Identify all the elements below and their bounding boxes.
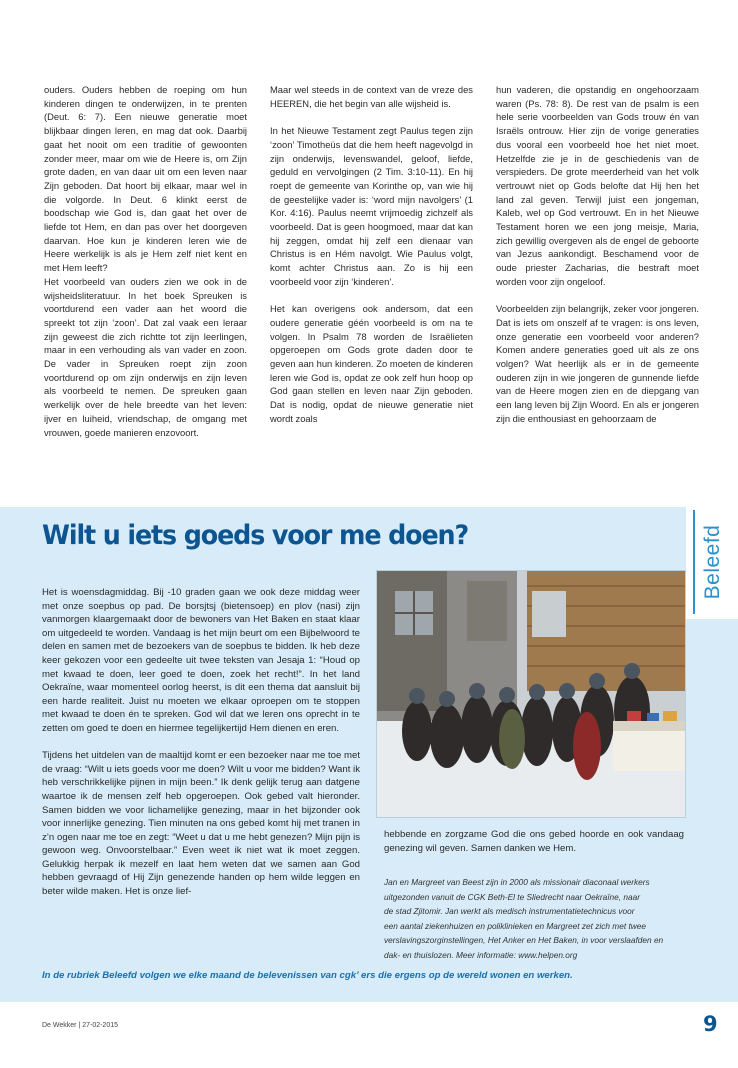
caption-line: Jan en Margreet van Beest zijn in 2000 als missionair diaconaal werkers xyxy=(384,877,650,887)
caption-line: de stad Zjitomir. Jan werkt als medisch instrumentatietechnicus voor xyxy=(384,906,635,917)
column-1 xyxy=(44,83,247,487)
author-caption xyxy=(384,875,684,963)
feature-paragraph-2: Tijdens het uitdelen van de maaltijd komt er een bezoeker naar me toe met de vraag: “Wilt u iets goeds voor me doen? Wilt u voor me bidden? Want ik heb verschrikkelijke pijnen in mijn been.” Ik denk gelijk terug aan datgene waartoe ik de mensen zelf heb opgeroepen. Ook gebed valt hieronder. Samen bidden we voor lichamelijke genezing, maar in het bijzonder ook voor innerlijke genezing. Tien minuten na ons gebed komt hij met tranen in z’n ogen naar me toe en zegt: “Weet u dat u me hebt genezen? Mijn pijn is gewoon weg. Onvoorstelbaar.” Even weet ik niet wat ik moet zeggen. Gelukkig herpak ik mezelf en laat hem weten dat we samen aan God hebben gevraagd of Hij Zijn genezende handen op hem wilde leggen en beter wilde maken. Het is onze lief- xyxy=(42,750,360,898)
column-2-paragraph-1: Maar wel steeds in de context van de vreze des HEEREN, die het begin van alle wijsheid is. xyxy=(270,84,473,109)
rubric-note: In de rubriek Beleefd volgen we elke maand de belevenissen van cgk’ ers die ergens op de wereld wonen en werken. xyxy=(42,970,573,981)
caption-line: een aantal ziekenhuizen en poliklinieken en Margreet zet zich met twee xyxy=(384,920,646,931)
feature-story-left xyxy=(42,586,360,954)
soup-distribution-photo xyxy=(376,570,686,818)
footer-publication: De Wekker | 27-02-2015 xyxy=(42,1022,119,1029)
column-2 xyxy=(270,83,473,487)
feature-paragraph-3: hebbende en zorgzame God die ons gebed hoorde en ook vandaag genezing wil geven. Samen danken we Hem. xyxy=(384,829,684,854)
article-columns xyxy=(44,83,699,487)
column-2-paragraph-3: Het kan overigens ook andersom, dat een oudere generatie géén voorbeeld is om na te volgen. In Psalm 78 worden de Israëlieten opgeroepen om Gods grote daden door te geven aan hun kinderen. Zo moeten de kinderen leren wie God is, opdat ze ook zelf hun hoop op God gaan stellen en leven naar Zijn geboden. Dat is nodig, opdat de nieuwe generatie niet wordt zoals xyxy=(270,303,473,424)
section-tab-rule xyxy=(693,510,695,614)
column-3-paragraph-1: hun vaderen, die opstandig en ongehoorzaam waren (Ps. 78: 8). De rest van de psalm is een hele serie voorbeelden van Gods trouw én van Israëls ontrouw. Hier zijn de vorige generaties dus vooral een voorbeeld hoe het niet moet. Hetzelfde zie je in de geschiedenis van de verspieders. De grote meerderheid van het volk vertrouwt niet op Gods belofte dat Hij hen het land zal geven. Terwijl juist een jongeman, Kaleb, wel op God vertrouwt. En in het Nieuwe Testament horen we een jong meisje, Maria, zich gewillig overgeven als de engel de geboorte van Jezus aankondigt. Beschamend voor de oude priester Zacharias, die bestraft moet worden voor zijn ongeloof. xyxy=(496,84,699,287)
column-1-paragraph-1: ouders. Ouders hebben de roeping om hun kinderen dingen te onderwijzen, in te prenten (Deut. 6: 7). Een nieuwe generatie moet blijkbaar dingen leren, en mag dat ook. Daarbij gaat het nooit om een traditie of gewoonten zonder meer, maar om wie de Heere is, om Zijn grote daden, en van daar uit om een leven naar Zijn geboden. Dat hoort bij elkaar, maar wel in die volgorde. In Deut. 6 klinkt eerst de boodschap wie God is, dan gaat het over de liefde tot Hem, en dan pas over het doorgeven daarvan. Hoe kun je kinderen leren wie de Heere werkelijk is als je Hem zelf niet kent en met Hem leeft? xyxy=(44,84,247,274)
column-1-paragraph-2: Het voorbeeld van ouders zien we ook in de wijsheidsliteratuur. In het boek Spreuken is voortdurend een vader aan het woord die spreekt tot zijn ‘zoon’. Dat zal vaak een leraar zijn geweest die zich richtte tot zijn leerlingen, maar in een verhouding als van vader en zoon. De vader in Spreuken roept zijn zoon voortdurend op om zijn onderwijs en zijn leven als voorbeeld te nemen. De spreuken gaan werkelijk over de hele breedte van het leven: ijver en luiheid, vriendschap, de omgang met vrouwen, goede manieren enzovoort. xyxy=(44,275,247,438)
feature-paragraph-1: Het is woensdagmiddag. Bij -10 graden gaan we ook deze middag weer met onze soepbus op pad. De borsjtsj (bietensoep) en plov (nasi) zijn vanmorgen klaargemaakt door de bewoners van Het Baken en staat klaar om uitgedeeld te worden. Vandaag is het mijn beurt om een Bijbelwoord te delen en samen met de bezoekers van de soepbus te bidden. Ik heb deze keer gekozen voor een gedeelte uit twee teksten van Jesaja 1: “Houd op met kwaad te doen, leer goed te doen, zoek het recht!”. In het land Oekraïne, waar momenteel oorlog heerst, is dit een thema dat aansluit bij een harde realiteit. Juist nu moeten we elkaar oproepen om te stoppen met kwaad te doen én te spreken. God wil dat we leren ons oprecht in te zetten om goed te doen en hiermee tegelijkertijd Hem dienen en eren. xyxy=(42,587,360,734)
feature-title: Wilt u iets goeds voor me doen? xyxy=(42,520,469,551)
section-tab-label: Beleefd xyxy=(701,524,724,600)
caption-line: verslavingszorginstellingen, Het Anker en Het Baken, in voor verslaafden en xyxy=(384,935,664,946)
caption-line: dak- en thuislozen. Meer informatie: www.helpen.org xyxy=(384,949,578,960)
column-3 xyxy=(496,83,699,487)
caption-line: uitgezonden vanuit de CGK Beth-El te Sliedrecht naar Oekraïne, naar xyxy=(384,891,640,902)
column-2-paragraph-2: In het Nieuwe Testament zegt Paulus tegen zijn ‘zoon’ Timotheüs dat die hem heeft nagevolgd in zijn onderwijs, levenswandel, geloof, liefde, geduld en vervolgingen (2 Tim. 3:10-11). En hij roept de gemeente van Korinthe op, van wie hij de geestelijke vader is: ‘word mijn navolgers’ (1 Kor. 4:16). Paulus neemt vrijmoedig zichzelf als voorbeeld. Dat is geen hoogmoed, maar dat kan hij zeggen, omdat hij zelf een dienaar van Christus is en Hém navolgt. Wie Paulus volgt, komt achter Christus aan. Zo is hij een voorbeeld voor zijn ‘kinderen’. xyxy=(270,125,473,287)
column-3-paragraph-2: Voorbeelden zijn belangrijk, zeker voor jongeren. Dat is iets om onszelf af te vragen: is ons leven, onze generatie een voorbeeld voor anderen? Komen andere generaties goed uit als ze ons volgen? Wat heerlijk als er in de gemeente ouderen zijn in wie jongeren de gunnende liefde van de Heere mogen zien en de diepgang van een lang leven bij Zijn Woord. En als er jongeren zijn die enthousiast en gehoorzaam de xyxy=(496,303,699,424)
page-number: 9 xyxy=(703,1012,718,1036)
